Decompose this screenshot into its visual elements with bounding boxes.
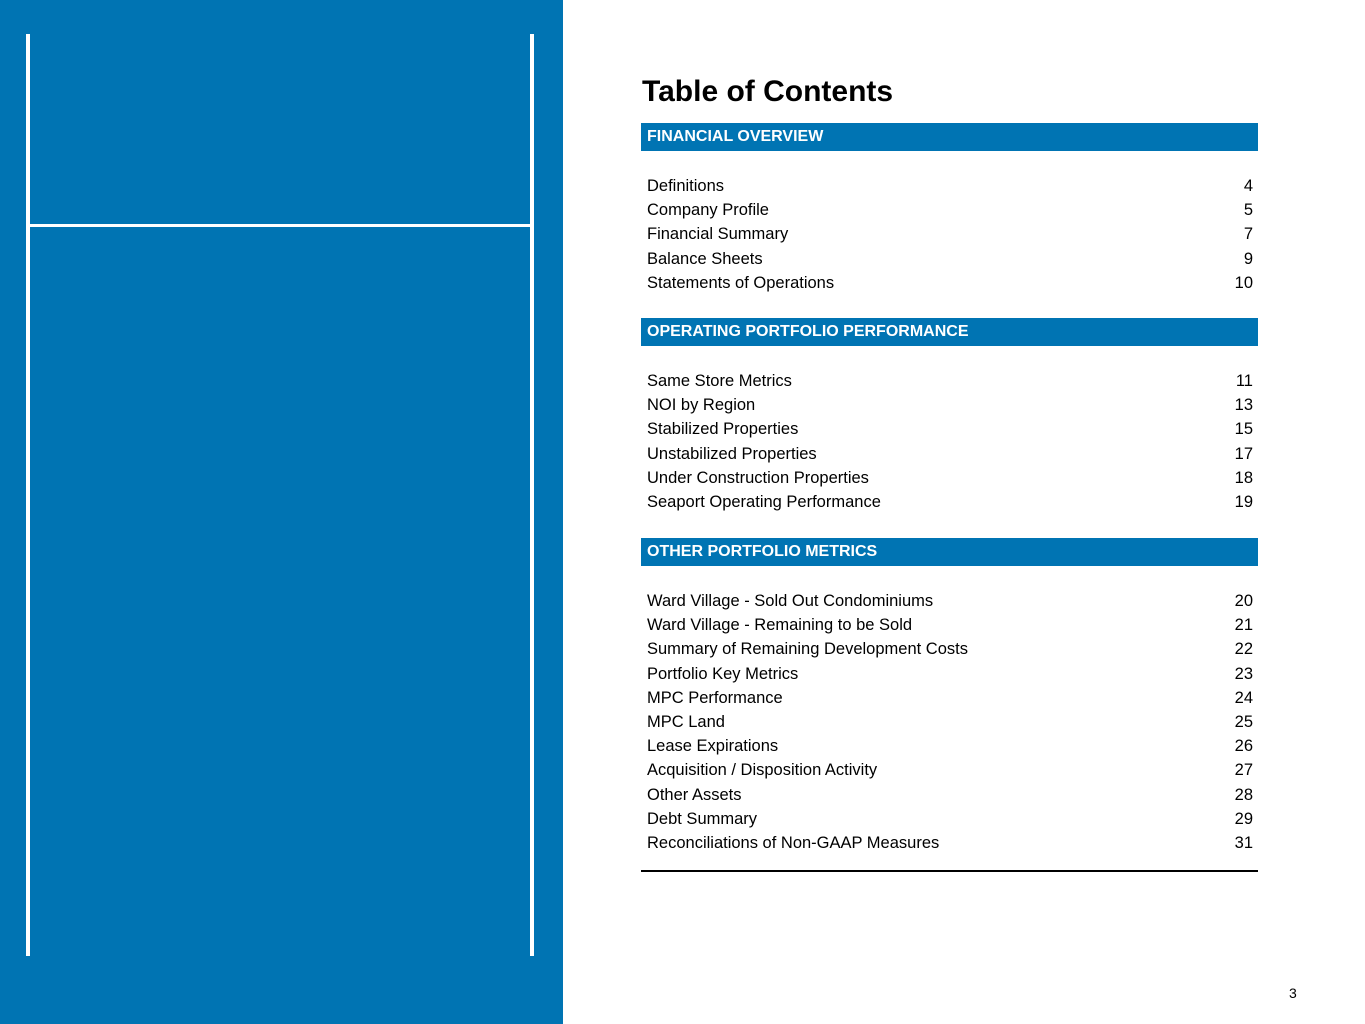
bottom-rule (641, 870, 1258, 872)
section-header-financial-overview: FINANCIAL OVERVIEW (641, 123, 1258, 151)
toc-entry-label: Portfolio Key Metrics (647, 664, 799, 683)
toc-entry-page: 18 (1234, 468, 1253, 487)
section-header-operating-portfolio: OPERATING PORTFOLIO PERFORMANCE (641, 318, 1258, 346)
toc-entry[interactable] (641, 589, 1258, 613)
toc-entry-page: 21 (1234, 616, 1253, 635)
toc-entry-label: Definitions (647, 177, 725, 195)
toc-entry-label: Debt Summary (647, 809, 758, 828)
toc-entry-page: 15 (1234, 420, 1253, 439)
toc-entry-page: 10 (1234, 273, 1253, 292)
toc-entry-page: 26 (1234, 737, 1253, 756)
toc-list-operating-portfolio (641, 369, 1258, 514)
toc-entry-page: 31 (1234, 833, 1253, 852)
toc-entry[interactable] (641, 686, 1258, 710)
toc-entry-label: Same Store Metrics (647, 372, 792, 390)
toc-entry-page: 9 (1243, 249, 1253, 268)
page-number: 3 (1289, 985, 1297, 1001)
toc-entry-label: Company Profile (647, 201, 769, 220)
toc-entry[interactable] (641, 613, 1258, 637)
frame-line-right (530, 34, 534, 956)
toc-entry-label: Seaport Operating Performance (647, 492, 881, 511)
frame-line-left (26, 34, 30, 956)
toc-entry[interactable] (641, 271, 1258, 295)
frame-line-horizontal (30, 224, 530, 227)
toc-entry-page: 11 (1235, 372, 1253, 390)
toc-entry[interactable] (641, 807, 1258, 831)
toc-entry-page: 29 (1234, 809, 1253, 828)
toc-entry-label: MPC Land (647, 712, 725, 731)
toc-entry[interactable] (641, 417, 1258, 441)
toc-entry-page: 19 (1234, 492, 1253, 511)
toc-entry-label: Under Construction Properties (647, 468, 869, 487)
toc-entry-page: 17 (1234, 444, 1253, 463)
toc-entry-label: Balance Sheets (647, 249, 763, 268)
toc-entry[interactable] (641, 490, 1258, 514)
toc-entry-label: Unstabilized Properties (647, 444, 817, 463)
toc-entry-label: Stabilized Properties (647, 420, 799, 439)
toc-entry[interactable] (641, 369, 1258, 393)
toc-entry-label: MPC Performance (647, 688, 783, 707)
toc-entry[interactable] (641, 662, 1258, 686)
toc-list-other-portfolio-metrics (641, 589, 1258, 855)
toc-entry-label: Lease Expirations (647, 737, 779, 756)
toc-entry-label: Reconciliations of Non-GAAP Measures (647, 833, 940, 852)
section-header-other-portfolio-metrics: OTHER PORTFOLIO METRICS (641, 538, 1258, 566)
toc-entry-page: 27 (1234, 761, 1253, 780)
toc-entry[interactable] (641, 734, 1258, 758)
toc-entry[interactable] (641, 393, 1258, 417)
toc-entry-page: 13 (1234, 396, 1253, 415)
toc-entry-page: 28 (1234, 785, 1253, 804)
toc-entry[interactable] (641, 466, 1258, 490)
toc-entry-page: 25 (1234, 712, 1253, 731)
toc-entry-label: Ward Village - Sold Out Condominiums (647, 592, 934, 610)
toc-entry-page: 4 (1243, 177, 1253, 195)
toc-entry-label: Financial Summary (647, 225, 789, 244)
toc-entry[interactable] (641, 442, 1258, 466)
toc-entry[interactable] (641, 198, 1258, 222)
toc-entry[interactable] (641, 247, 1258, 271)
toc-entry-page: 5 (1243, 201, 1253, 220)
toc-entry[interactable] (641, 758, 1258, 782)
toc-entry[interactable] (641, 831, 1258, 855)
toc-entry[interactable] (641, 222, 1258, 246)
toc-entry-label: Other Assets (647, 785, 742, 804)
toc-entry[interactable] (641, 174, 1258, 198)
toc-entry[interactable] (641, 783, 1258, 807)
toc-entry-label: NOI by Region (647, 396, 756, 415)
toc-entry[interactable] (641, 637, 1258, 661)
toc-entry-page: 23 (1234, 664, 1253, 683)
toc-entry-label: Statements of Operations (647, 273, 835, 292)
toc-entry-label: Acquisition / Disposition Activity (647, 761, 878, 780)
toc-entry-label: Ward Village - Remaining to be Sold (647, 616, 913, 635)
toc-entry-page: 20 (1234, 592, 1253, 610)
toc-entry-page: 22 (1234, 640, 1253, 659)
toc-entry-label: Summary of Remaining Development Costs (647, 640, 968, 659)
toc-entry[interactable] (641, 710, 1258, 734)
toc-list-financial-overview (641, 174, 1258, 295)
cover-panel (0, 0, 563, 1024)
toc-entry-page: 7 (1243, 225, 1253, 244)
page-title: Table of Contents (642, 75, 894, 108)
toc-entry-page: 24 (1234, 688, 1253, 707)
